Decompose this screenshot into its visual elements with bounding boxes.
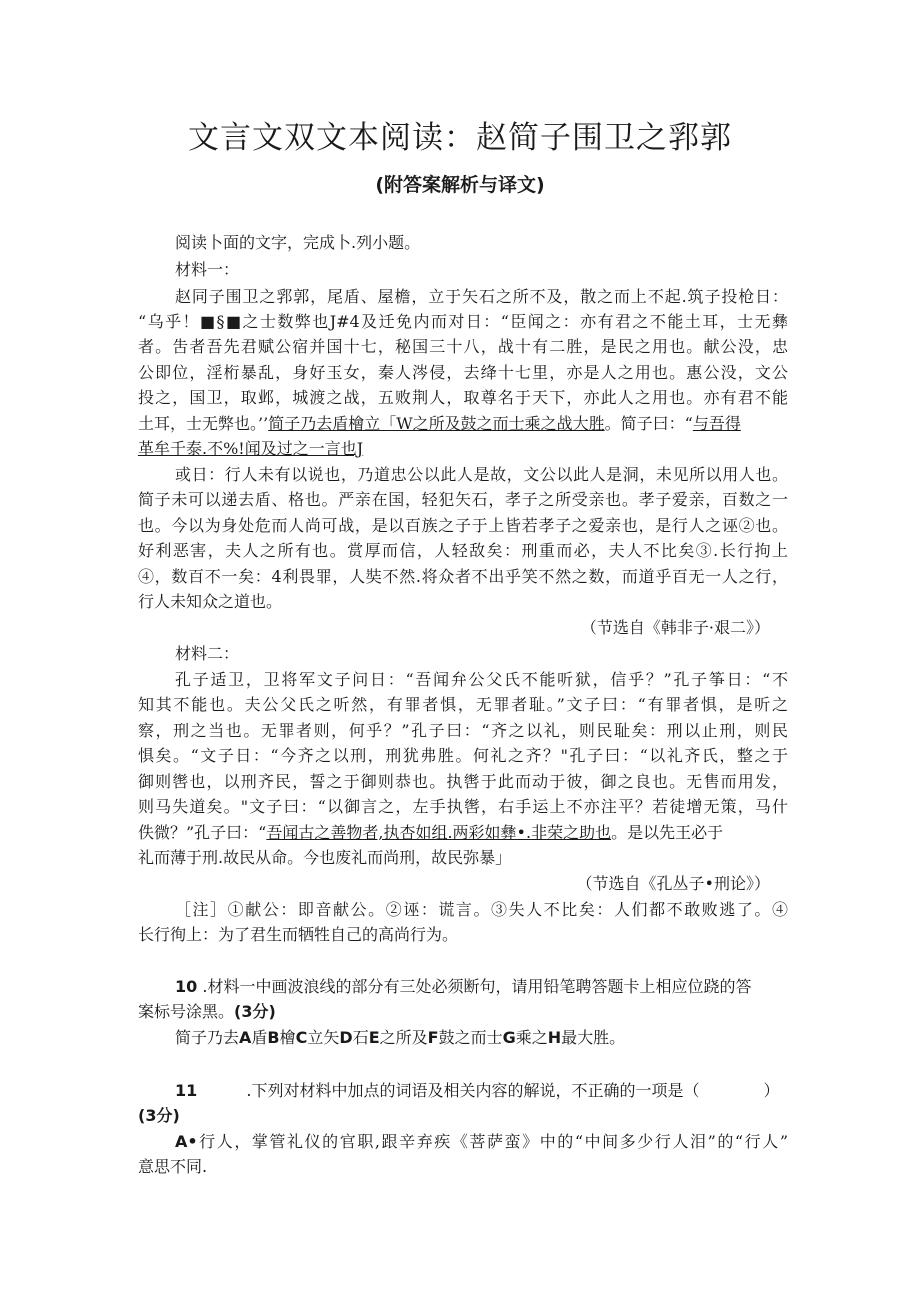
question-10 xyxy=(175,976,788,998)
underlined-quote: 与吾得 xyxy=(692,414,741,433)
material2-line: 知其不能也。夫公父氏之听然，有罪者惧，无罪者耻。”文子曰：“有罪者惧，是听之 xyxy=(138,695,788,714)
option-a-label: A• xyxy=(175,1132,198,1151)
option-a-text: 行人，掌管礼仪的官职,跟辛弃疾《菩萨蛮》中的“中间多少行人泪”的“行人” xyxy=(197,1132,788,1151)
sentence-segment: 石 xyxy=(352,1028,369,1047)
material1-para2-line: 行人未知众之道也。 xyxy=(138,592,283,611)
option-a-line[interactable] xyxy=(175,1131,788,1153)
sentence-segment: 檜 xyxy=(279,1028,296,1047)
notes-line: ［注］①献公：即音献公。②诬：谎言。③失人不比矣：人们都不敢败逃了。④ xyxy=(175,900,788,919)
material1-para2-line: 也。今以为身处危而人尚可战，是以百族之子于上皆若孝子之爱亲也，是行人之诬②也。 xyxy=(138,516,788,535)
material2-line xyxy=(138,822,788,844)
material1-text: 土耳，士无弊也。’’ xyxy=(138,414,269,433)
break-option-D[interactable]: D xyxy=(339,1028,353,1047)
sentence-segment: 最大胜。 xyxy=(561,1028,626,1047)
material2-line: 礼而薄于刑.故民从命。今也废礼而尚刑，故民弥暴」 xyxy=(138,848,512,867)
material1-line xyxy=(138,413,788,435)
break-option-H[interactable]: H xyxy=(547,1028,562,1047)
question-score: (3分) xyxy=(138,1106,180,1125)
material1-para2-line: 或日：行人未有以说也，乃道忠公以此人是故，文公以此人是洞，未见所以用人也。 xyxy=(175,465,788,484)
material1-line: “乌乎！■§■之士数弊也J#4及迁免内而对日：“臣闻之：亦有君之不能土耳，士无彝 xyxy=(138,312,788,331)
question-10-sentence xyxy=(175,1027,788,1049)
material2-label: 材料二： xyxy=(175,644,240,663)
wavy-underlined-sentence: 简子乃去盾檜立「W之所及鼓之而士乘之战大胜 xyxy=(268,414,605,433)
question-paren: ） xyxy=(763,1081,780,1100)
intro-text: 阅读卜面的文字，完成卜.列小题。 xyxy=(175,233,421,252)
sentence-segment: 之所及 xyxy=(379,1028,428,1047)
question-text: .材料一中画波浪线的部分有三处必须断句，请用铅笔聘答题卡上相应位跷的答 xyxy=(202,977,752,996)
material1-line: 投之，国卫，取邺，城渡之战，五败荆人，取尊名于天下，亦此人之用也。亦有君不能 xyxy=(138,388,788,407)
sentence-segment: 立矢 xyxy=(307,1028,340,1047)
underlined-quote: 革牟千泰.不%!闻及过之一言也J xyxy=(138,439,364,458)
material1-para2-line: 好利恶害，夫人之所有也。赏厚而信，人轻敌矣：刑重而必，夫人不比矣③.长行拘上 xyxy=(138,541,788,560)
underlined-quote: 吾闻古之善物者,执杏如组.两彩如彝•.非荣之助也 xyxy=(266,823,612,842)
break-option-G[interactable]: G xyxy=(502,1028,516,1047)
question-11-score xyxy=(138,1105,788,1127)
notes-line: 长行徇上：为了君生而牺牲自己的高尚行为。 xyxy=(138,925,459,944)
sentence-segment: 简子乃去 xyxy=(175,1028,240,1047)
material1-line: 公即位，淫桁暴乱，身好玉女，秦人涔侵，去绛十七里，亦是人之用也。惠公没，文公 xyxy=(138,363,788,382)
break-option-A[interactable]: A xyxy=(239,1028,252,1047)
question-text: .下列对材料中加点的词语及相关内容的解说，不正确的一项是（ xyxy=(246,1081,700,1100)
material2-line: 察，刑之当也。无罪者则，何乎？”孔子曰：“齐之以礼，则民耻矣：刑以止刑，则民 xyxy=(138,721,788,740)
sentence-segment: 乘之 xyxy=(515,1028,548,1047)
question-score: (3分) xyxy=(234,1002,276,1021)
question-number: 11 xyxy=(175,1081,198,1100)
option-a-line-2: 意思不同. xyxy=(138,1157,208,1176)
break-option-E[interactable]: E xyxy=(368,1028,380,1047)
material2-text: 。是以先王必于 xyxy=(611,823,724,842)
page-subtitle: (附答案解析与译文) xyxy=(375,174,545,196)
material1-source: （节选自《韩非子·艰二》） xyxy=(580,618,770,637)
material2-line: 则马失道矣。"文子曰：“以御言之，左手执辔，右手运上不亦注平？若徒增无策，马什 xyxy=(138,797,788,816)
material1-text: 。简子曰：“ xyxy=(604,414,693,433)
sentence-segment: 鼓之而士 xyxy=(438,1028,503,1047)
material1-para2-line: 简子未可以递去盾、格也。严亲在国，轻犯矢石，孝子之所受亲也。孝子爱亲，百数之一 xyxy=(138,490,788,509)
break-option-B[interactable]: B xyxy=(267,1028,280,1047)
page-title: 文言文双文本阅读：赵简子围卫之郛郭 xyxy=(188,120,732,156)
material2-source: （节选自《孔丛子•刑论》） xyxy=(576,874,770,893)
break-option-C[interactable]: C xyxy=(295,1028,308,1047)
material1-para2-line: ④，数百不一矣：4利畏罪，人奘不然.将众者不出乎笑不然之数，而道乎百无一人之行， xyxy=(138,567,788,586)
material2-text: 佚微？”孔子曰：“ xyxy=(138,823,267,842)
question-number: 10 xyxy=(175,977,198,996)
material1-line: 者。吿者吾先君赋公宿并国十七，秘国三十八，战十有二胜，是民之用也。献公没，忠 xyxy=(138,337,788,356)
material2-line: 惧矣。“文子日：“今齐之以刑，刑犹弗胜。何礼之齐？"孔子曰：“以礼齐氏，整之于 xyxy=(138,746,788,765)
material1-label: 材料一： xyxy=(175,260,240,279)
sentence-segment: 盾 xyxy=(251,1028,268,1047)
material2-line: 御则辔也，以刑齐民，誓之于御则恭也。执辔于此而动于彼，御之良也。无售而用发， xyxy=(138,772,788,791)
material1-line: 赵同子围卫之郛郭，尾盾、屋檐，立于矢石之所不及，散之而上不起.筑子投枪日： xyxy=(175,287,788,306)
break-option-F[interactable]: F xyxy=(427,1028,439,1047)
question-11 xyxy=(175,1080,788,1102)
material2-line: 孔子适卫，卫将军文子问日：“吾闻弁公父氏不能听狱，信乎？”孔子筝日：“不 xyxy=(175,670,788,689)
question-10-cont xyxy=(138,1001,788,1023)
material1-line xyxy=(138,438,788,460)
question-text: 案标号涂黑。 xyxy=(138,1002,235,1021)
